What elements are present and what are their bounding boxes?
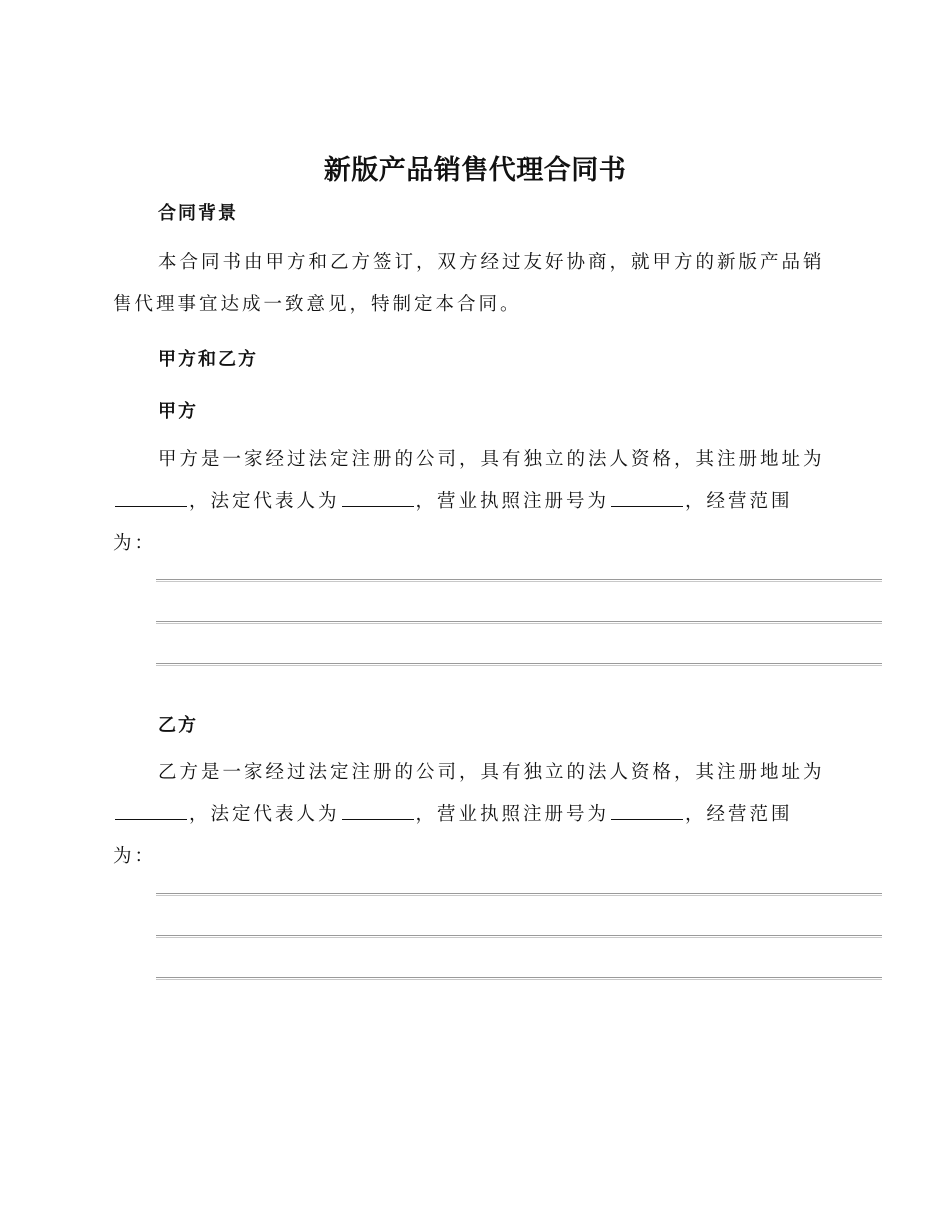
document-title: 新版产品销售代理合同书: [323, 155, 627, 186]
heading-parties: 甲方和乙方: [158, 349, 258, 370]
heading-party-b: 乙方: [158, 715, 198, 736]
party-a-text-1: 甲方是一家经过法定注册的公司，具有独立的法人资格，其注册地址为: [158, 449, 825, 470]
fill-line[interactable]: [156, 977, 882, 980]
fill-line[interactable]: [156, 893, 882, 896]
heading-party-a: 甲方: [158, 401, 198, 422]
blank-representative-b[interactable]: [342, 801, 414, 820]
party-b-text-2: ，法定代表人为: [189, 804, 340, 825]
party-b-text-3: ，营业执照注册号为: [415, 804, 610, 825]
paragraph-party-a: [113, 439, 828, 565]
paragraph-party-b: [113, 752, 828, 878]
blank-address-a[interactable]: [115, 488, 187, 507]
blank-address-b[interactable]: [115, 801, 187, 820]
fill-line[interactable]: [156, 621, 882, 624]
party-b-text-4: ，经营范围为：: [113, 804, 793, 867]
blank-license-b[interactable]: [611, 801, 683, 820]
party-a-text-4: ，经营范围为：: [113, 491, 793, 554]
heading-background: 合同背景: [158, 203, 238, 224]
fill-line[interactable]: [156, 579, 882, 582]
party-a-text-2: ，法定代表人为: [189, 491, 340, 512]
paragraph-background: [113, 242, 828, 326]
blank-representative-a[interactable]: [342, 488, 414, 507]
party-a-text-3: ，营业执照注册号为: [415, 491, 610, 512]
fill-line[interactable]: [156, 935, 882, 938]
fill-line[interactable]: [156, 663, 882, 666]
party-b-text-1: 乙方是一家经过法定注册的公司，具有独立的法人资格，其注册地址为: [158, 762, 825, 783]
blank-license-a[interactable]: [611, 488, 683, 507]
background-text: 本合同书由甲方和乙方签订，双方经过友好协商，就甲方的新版产品销售代理事宜达成一致意见，特制定本合同。: [113, 252, 825, 315]
